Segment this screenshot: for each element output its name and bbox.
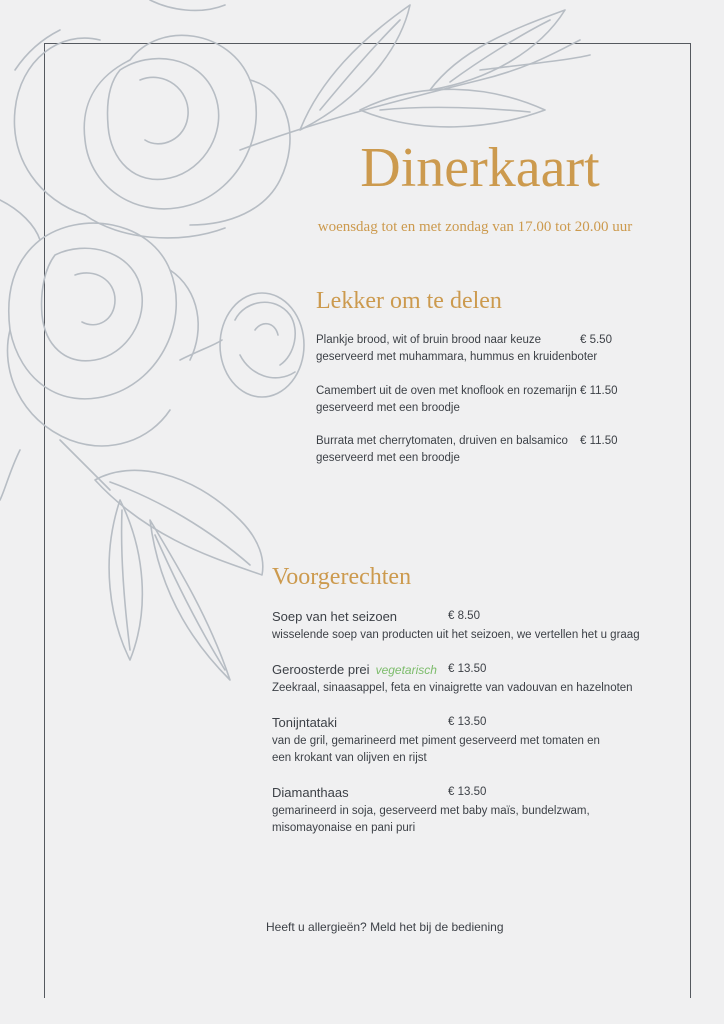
menu-item-name: Geroosterde prei bbox=[272, 662, 370, 677]
menu-item-name: Burrata met cherrytomaten, druiven en balsamico bbox=[316, 435, 568, 447]
menu-item-name: Soep van het seizoen bbox=[272, 609, 398, 624]
menu-title: Dinerkaart bbox=[360, 137, 600, 199]
menu-item-price: € 8.50 bbox=[448, 610, 480, 622]
menu-item bbox=[272, 784, 657, 837]
menu-item-description: geserveerd met een broodje bbox=[316, 402, 460, 414]
menu-item bbox=[272, 608, 662, 644]
menu-item-description: gemarineerd in soja, geserveerd met baby maïs, bundelzwam, misomayonaise en pani puri bbox=[272, 805, 590, 834]
menu-item-price: € 11.50 bbox=[580, 385, 618, 397]
section-title-starters: Voorgerechten bbox=[272, 564, 412, 590]
menu-item-price: € 13.50 bbox=[448, 663, 487, 675]
menu-item-price: € 11.50 bbox=[580, 435, 618, 447]
menu-item bbox=[272, 714, 617, 767]
menu-item-price: € 13.50 bbox=[448, 716, 487, 728]
menu-item bbox=[272, 661, 662, 697]
menu-item bbox=[316, 433, 626, 467]
menu-item-description: wisselende soep van producten uit het seizoen, we vertellen het u graag bbox=[272, 629, 640, 641]
menu-item-description: geserveerd met een broodje bbox=[316, 452, 460, 464]
menu-item bbox=[316, 383, 626, 417]
menu-item-description: geserveerd met muhammara, hummus en kruidenboter bbox=[316, 351, 598, 363]
allergy-note: Heeft u allergieën? Meld het bij de bediening bbox=[266, 920, 504, 934]
vegetarian-badge: vegetarisch bbox=[375, 663, 437, 677]
menu-item-name: Tonijntataki bbox=[272, 715, 338, 730]
menu-item-description: Zeekraal, sinaasappel, feta en vinaigrette van vadouvan en hazelnoten bbox=[272, 682, 633, 694]
menu-item-name: Camembert uit de oven met knoflook en rozemarijn bbox=[316, 385, 577, 397]
menu-item-name: Diamanthaas bbox=[272, 785, 349, 800]
menu-item bbox=[316, 332, 626, 366]
opening-hours: woensdag tot en met zondag van 17.00 tot 20.00 uur bbox=[317, 219, 633, 235]
menu-item-description: van de gril, gemarineerd met piment geserveerd met tomaten en een krokant van olijven en rijst bbox=[272, 735, 600, 764]
menu-item-price: € 5.50 bbox=[580, 334, 612, 346]
menu-item-name: Plankje brood, wit of bruin brood naar keuze bbox=[316, 334, 542, 346]
menu-item-price: € 13.50 bbox=[448, 786, 487, 798]
section-title-sharing: Lekker om te delen bbox=[316, 288, 502, 314]
